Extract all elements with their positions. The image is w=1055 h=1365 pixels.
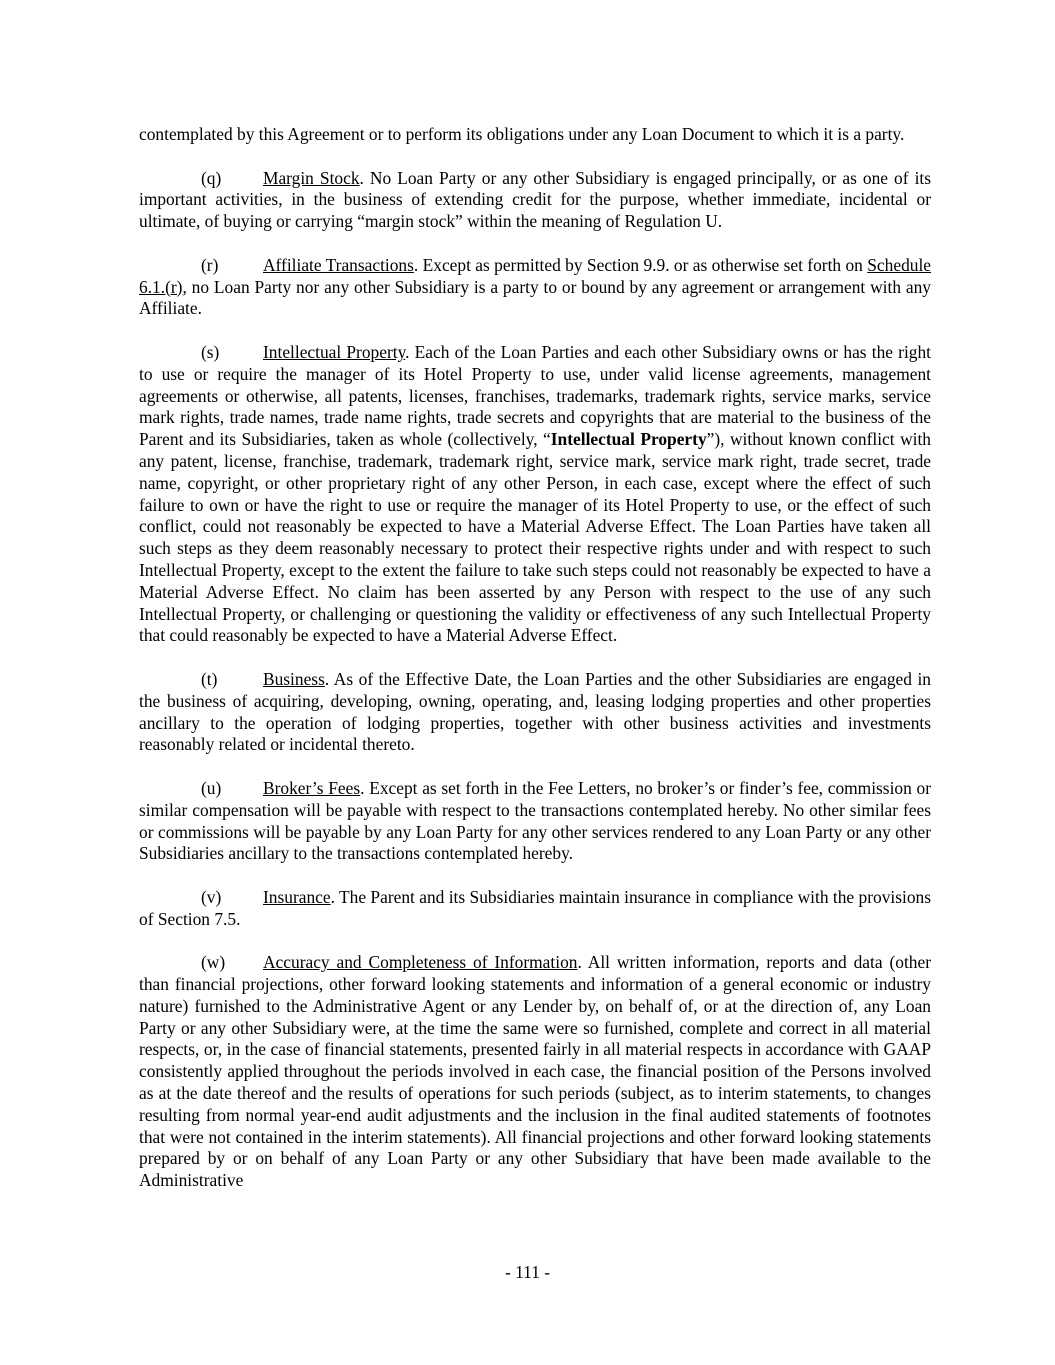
- section-w-label: (w): [201, 952, 226, 973]
- section-r: [139, 255, 931, 320]
- section-t-title: Business: [263, 668, 325, 689]
- section-s: [139, 342, 931, 647]
- continuation-paragraph: [139, 124, 931, 146]
- section-w: [139, 952, 931, 1192]
- section-v-title: Insurance: [263, 886, 331, 907]
- section-q-label: (q): [201, 167, 222, 188]
- section-t-label: (t): [201, 668, 218, 689]
- section-v-label: (v): [201, 886, 222, 907]
- section-s-body-b: ”), without known conflict with any patent, license, franchise, trademark, trademark right, service mark, service mark right, trade secret, trade name, copyright, or other proprietary right of any other Person, in each case, except where the effect of such failure to own or have the right to use or require the manager of its Hotel Property to use, or the effect of such conflict, could not reasonably be expected to have a Material Adverse Effect. The Loan Parties have taken all such steps as they deem reasonably necessary to protect their respective rights under and with respect to such Intellectual Property, except to the extent the failure to take such steps could not reasonably be expected to have a Material Adverse Effect. No claim has been asserted by any Person with respect to the use of any such Intellectual Property, or challenging or questioning the validity or effectiveness of any such Intellectual Property that could reasonably be expected to have a Material Adverse Effect.: [139, 429, 931, 646]
- section-w-title: Accuracy and Completeness of Information: [263, 952, 578, 973]
- section-r-body-b: , no Loan Party nor any other Subsidiary is a party to or bound by any agreement or arrangement with any Affiliate.: [139, 276, 931, 319]
- document-page: [139, 124, 931, 1214]
- section-r-label: (r): [201, 254, 219, 275]
- section-v-body: . The Parent and its Subsidiaries maintain insurance in compliance with the provisions of Section 7.5.: [139, 886, 931, 929]
- section-q: [139, 168, 931, 233]
- schedule-reference: Schedule 6.1.(r): [139, 254, 932, 297]
- defined-term-intellectual-property: Intellectual Property: [550, 429, 707, 450]
- section-q-body: . No Loan Party or any other Subsidiary is engaged principally, or as one of its important activities, in the business of extending credit for the purpose, whether immediate, incidental or ultimate, of buying or carrying “margin stock” within the meaning of Regulation U.: [139, 167, 932, 232]
- section-r-title: Affiliate Transactions: [263, 254, 414, 275]
- section-q-title: Margin Stock: [263, 167, 360, 188]
- section-u-label: (u): [201, 777, 222, 798]
- section-s-body-a: . Each of the Loan Parties and each other Subsidiary owns or has the right to use or require the manager of its Hotel Property to use, under valid license agreements, management agreements or otherwise, all patents, licenses, franchises, trademarks, trademark rights, service marks, service mark rights, trade names, trade name rights, trade secrets and copyrights that are material to the business of the Parent and its Subsidiaries, taken as whole (collectively, “: [139, 341, 931, 450]
- section-u: [139, 778, 931, 865]
- section-u-title: Broker’s Fees: [263, 777, 361, 798]
- section-s-label: (s): [201, 341, 220, 362]
- section-t-body: . As of the Effective Date, the Loan Parties and the other Subsidiaries are engaged in the business of acquiring, developing, owning, operating, and, leasing lodging properties and other properties ancillary to the operation of lodging properties, together with other business activities and investments reasonably related or incidental thereto.: [139, 668, 931, 755]
- section-r-body-a: . Except as permitted by Section 9.9. or as otherwise set forth on: [413, 254, 868, 275]
- section-s-title: Intellectual Property: [263, 341, 406, 362]
- section-v: [139, 887, 931, 931]
- section-t: [139, 669, 931, 756]
- page-number: - 111 -: [504, 1262, 551, 1282]
- section-w-body: . All written information, reports and data (other than financial projections, other forward looking statements and information of a general economic or industry nature) furnished to the Administrative Agent or any Lender by, on behalf of, or at the direction of, any Loan Party or any other Subsidiary were, at the time the same were so furnished, complete and correct in all material respects, or, in the case of financial statements, presented fairly in all material respects in accordance with GAAP consistently applied throughout the periods involved in each case, the financial position of the Persons involved as at the date thereof and the results of operations for such periods (subject, as to interim statements, to changes resulting from normal year-end audit adjustments and the inclusion in the final audited statements of footnotes that were not contained in the interim statements). All financial projections and other forward looking statements prepared by or on behalf of any Loan Party or any other Subsidiary that have been made available to the Administrative: [139, 952, 932, 1191]
- continuation-text: contemplated by this Agreement or to perform its obligations under any Loan Document to which it is a party.: [139, 124, 905, 144]
- section-u-body: . Except as set forth in the Fee Letters, no broker’s or finder’s fee, commission or similar compensation will be payable with respect to the transactions contemplated hereby. No other similar fees or commissions will be payable by any Loan Party for any other services rendered to any Loan Party or any other Subsidiaries ancillary to the transactions contemplated hereby.: [139, 777, 931, 864]
